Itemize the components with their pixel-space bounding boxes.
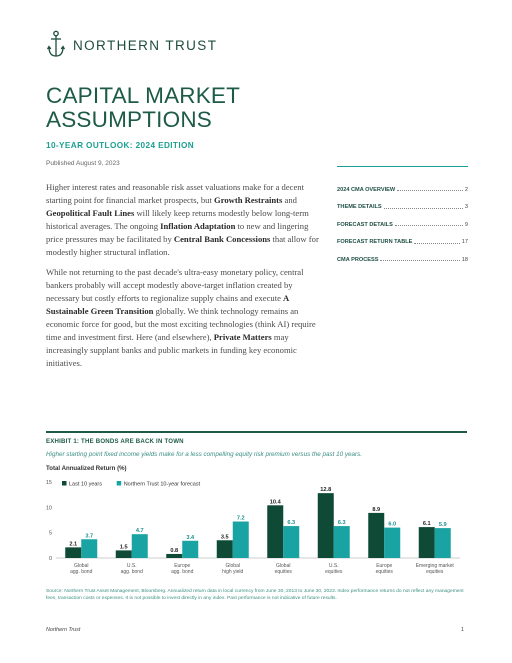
page-number: 1: [461, 627, 464, 633]
category-label: U.S.: [126, 563, 137, 569]
toc-link[interactable]: [337, 175, 468, 193]
bar: [81, 539, 97, 558]
category-label: Emerging market: [415, 563, 454, 569]
data-label: 10.4: [269, 499, 281, 506]
body-text-run: that allow for modestly higher structural inflation.: [46, 233, 319, 257]
theme-highlight: A Sustainable Green Transition: [46, 293, 289, 317]
body-text-run: and: [282, 194, 297, 205]
data-label: 6.3: [287, 520, 296, 527]
toc-label: FORECAST DETAILS: [337, 221, 393, 228]
bar: [65, 547, 81, 558]
bar: [283, 526, 299, 558]
theme-highlight: Inflation Adaptation: [160, 220, 236, 231]
theme-highlight: Geopolitical Fault Lines: [46, 207, 135, 218]
category-label: Global: [225, 563, 240, 569]
toc-page-number: 18: [461, 256, 468, 263]
category-label: agg. bond: [70, 569, 93, 576]
data-label: 0.8: [170, 547, 179, 554]
toc-link[interactable]: [337, 193, 468, 211]
toc-page-number: 9: [464, 221, 468, 228]
toc-leader-dots: [414, 243, 459, 244]
body-text-run: will likely keep returns modestly below long-term historical averages. The ongoing: [46, 207, 309, 231]
theme-highlight: Private Matters: [213, 331, 272, 342]
toc-link[interactable]: [337, 210, 468, 228]
body-text-run: Higher interest rates and reasonable risk asset valuations make for a decent starting point for financial market prospects, but: [46, 182, 304, 205]
anchor-icon: [47, 30, 65, 60]
brand-name: NORTHERN TRUST: [73, 37, 218, 53]
bar: [116, 550, 132, 558]
intro-text: [46, 181, 326, 378]
category-label: Global: [74, 563, 89, 569]
toc-page-number: 17: [461, 239, 468, 245]
y-tick-label: 5: [48, 530, 52, 537]
toc-leader-dots: [380, 260, 459, 261]
bar: [166, 554, 182, 558]
theme-highlight: Central Bank Concessions: [173, 233, 271, 244]
category-label: high yield: [222, 569, 244, 576]
category-label: equities: [426, 569, 444, 576]
legend-swatch: [117, 481, 122, 486]
legend-label: Northern Trust 10-year forecast: [123, 481, 201, 488]
y-tick-label: 10: [45, 505, 52, 512]
body-text-run: to new and lingering price pressures may be facilitated by: [46, 220, 309, 244]
bar: [318, 493, 334, 558]
bar-chart: [40, 476, 470, 584]
category-label: equities: [325, 569, 343, 576]
toc-leader-dots: [384, 208, 463, 209]
data-label: 3.4: [186, 534, 195, 541]
bar: [182, 541, 198, 558]
exhibit-title: EXHIBIT 1: THE BONDS ARE BACK IN TOWN: [46, 438, 184, 445]
bar: [233, 522, 249, 558]
data-label: 6.0: [388, 521, 397, 528]
toc-leader-dots: [395, 225, 463, 226]
toc-label: CMA PROCESS: [337, 256, 379, 263]
data-label: 6.3: [337, 520, 346, 527]
bar: [368, 513, 384, 558]
data-label: 1.5: [119, 544, 128, 551]
data-label: 6.1: [422, 521, 431, 528]
published-date: Published August 9, 2023: [46, 160, 120, 167]
toc-label: THEME DETAILS: [337, 204, 382, 210]
category-label: agg. bond: [171, 569, 194, 576]
y-tick-label: 0: [48, 556, 52, 562]
toc-page-number: 3: [464, 204, 468, 210]
toc-label: 2024 CMA OVERVIEW: [337, 186, 396, 193]
footer-brand: Northern Trust: [46, 627, 81, 633]
toc-link[interactable]: [337, 245, 468, 263]
data-label: 3.7: [85, 533, 94, 540]
body-text-run: globally. We think technology remains an economic force for good, but the most exciting technologies (think AI) require time and investment first. Here (and elsewhere),: [46, 306, 316, 342]
data-label: 3.5: [220, 534, 229, 541]
category-label: Europe: [376, 563, 393, 569]
bar: [384, 528, 400, 558]
category-label: equities: [274, 569, 292, 576]
toc-page-number: 2: [464, 186, 468, 193]
bar: [217, 540, 233, 558]
y-tick-label: 15: [45, 480, 52, 486]
category-label: agg. bond: [120, 569, 143, 576]
theme-highlight: Growth Restraints: [214, 194, 283, 205]
intro-paragraph-1: [46, 181, 326, 258]
category-label: Global: [276, 563, 291, 569]
intro-paragraph-2: [46, 266, 326, 369]
category-label: Europe: [174, 563, 191, 569]
body-text-run: While not returning to the past decade's ultra-easy monetary policy, central bankers probably will accept modestly above-target inflation created by necessary but costly efforts to regionalize supply chains and execute: [46, 267, 304, 304]
body-text-run: may increasingly supplant banks and public markets in funding key economic initiatives.: [46, 331, 297, 368]
bar: [267, 505, 283, 558]
exhibit-subtitle: Higher starting point fixed income yields make for a less compelling equity risk premium versus the past 10 years.: [46, 451, 363, 458]
data-label: 4.7: [135, 528, 144, 535]
bar: [334, 526, 350, 558]
data-label: 2.1: [69, 541, 78, 548]
exhibit-divider: [46, 431, 467, 433]
toc-leader-dots: [397, 190, 463, 191]
category-label: equities: [375, 569, 393, 576]
toc-label: FORECAST RETURN TABLE: [337, 239, 413, 245]
chart-title: Total Annualized Return (%): [46, 465, 127, 472]
data-label: 5.9: [438, 522, 447, 529]
category-label: U.S.: [328, 563, 339, 569]
data-label: 12.8: [320, 487, 332, 494]
table-of-contents: [337, 166, 468, 263]
edition-subtitle: 10-YEAR OUTLOOK: 2024 EDITION: [46, 141, 195, 150]
page-title: CAPITAL MARKET ASSUMPTIONS: [46, 83, 240, 132]
toc-link[interactable]: [337, 228, 468, 246]
northern-trust-logo: [47, 30, 217, 60]
legend-label: Last 10 years: [69, 481, 103, 488]
bar: [419, 527, 435, 558]
data-label: 7.2: [236, 515, 245, 522]
legend-swatch: [62, 481, 67, 486]
bar: [132, 534, 148, 558]
data-label: 8.9: [372, 506, 381, 513]
source-note: Source: Northern Trust Asset Management, Bloomberg. Annualized return data in local currency from June 30, 2013 to June 30, 2023. Index performance returns do not reflect any management fees, transaction costs or expenses. It is not possible to invest directly in any index. Past performance is not indicative of future results.: [46, 589, 464, 601]
bar: [435, 528, 451, 558]
